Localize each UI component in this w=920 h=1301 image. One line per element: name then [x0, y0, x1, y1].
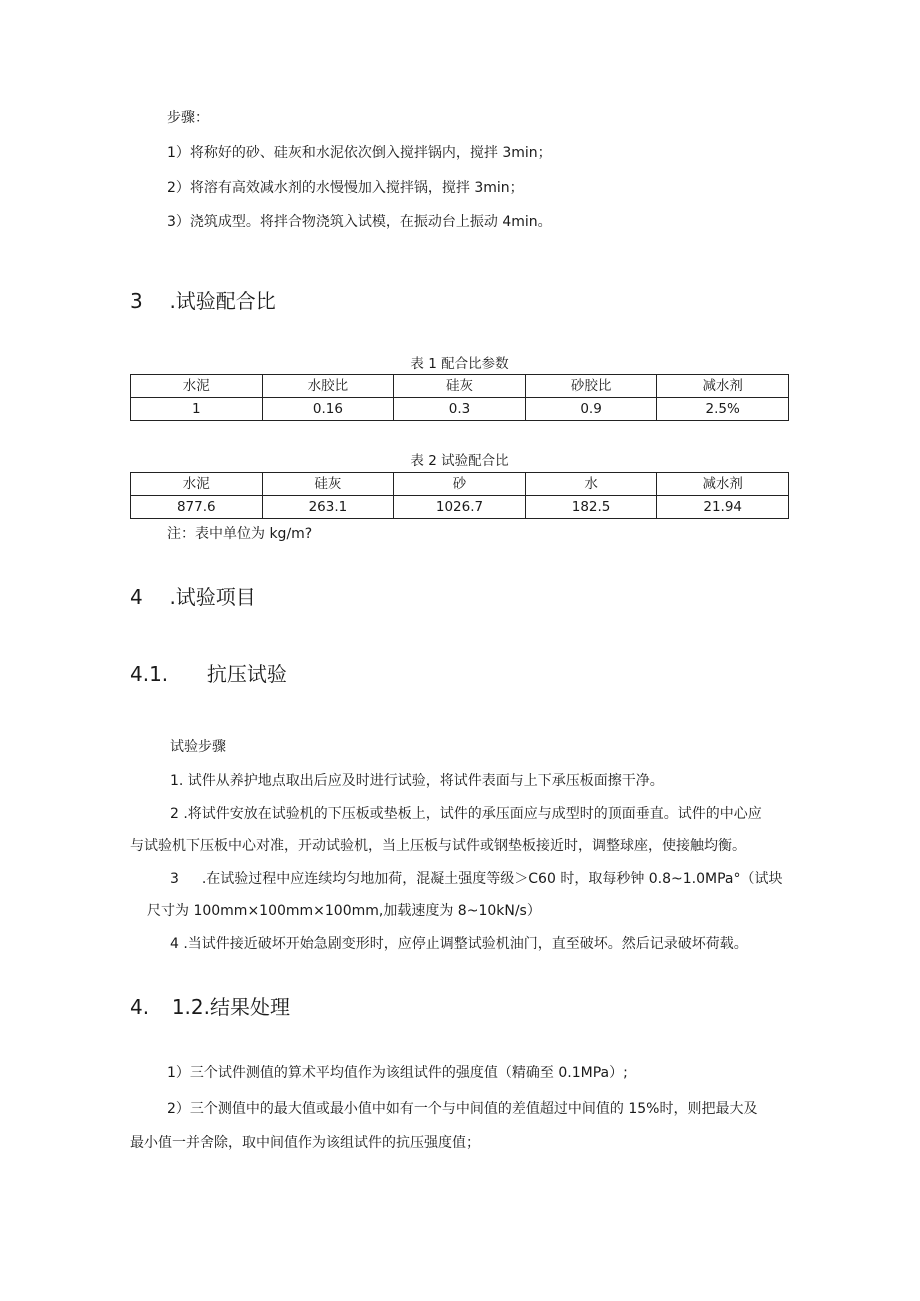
- table-header-cell: 减水剂: [657, 375, 789, 398]
- mix-parameters-table: [130, 374, 789, 421]
- section-4-1-heading: [130, 660, 287, 688]
- result-item-2-line-2: 最小值一并舍除，取中间值作为该组试件的抗压强度值；: [130, 1135, 480, 1151]
- table-cell: 263.1: [262, 496, 394, 519]
- result-item-2-line-1: 2）三个测值中的最大值或最小值中如有一个与中间值的差值超过中间值的 15%时，则把最大及: [167, 1101, 758, 1117]
- test-step-4: 4 .当试件接近破坏开始急剧变形时，应停止调整试验机油门，直至破坏。然后记录破坏荷载。: [170, 936, 748, 952]
- mix-proportion-table: [130, 472, 789, 519]
- test-step-3-line-2: 尺寸为 100mm×100mm×100mm,加载速度为 8~10kN∕s）: [147, 903, 541, 919]
- table-cell: 182.5: [525, 496, 657, 519]
- table-header-cell: 硅灰: [262, 473, 394, 496]
- step-item-2: 2）将溶有高效减水剂的水慢慢加入搅拌锅，搅拌 3min；: [167, 180, 524, 196]
- test-step-2-line-1: 2 .将试件安放在试验机的下压板或垫板上，试件的承压面应与成型时的顶面垂直。试件的中心应: [170, 806, 762, 822]
- table-cell: 21.94: [657, 496, 789, 519]
- test-step-1: 1. 试件从养护地点取出后应及时进行试验，将试件表面与上下承压板面擦干净。: [170, 773, 664, 789]
- steps-label: 步骤：: [167, 110, 209, 126]
- table-cell: 0.3: [394, 398, 526, 421]
- table-cell: 1: [131, 398, 263, 421]
- section-number: 4.1.: [130, 662, 169, 686]
- section-4-heading: [130, 583, 256, 611]
- section-number: 3: [130, 289, 143, 313]
- step-number: 3: [170, 871, 179, 887]
- table-row: [131, 398, 789, 421]
- section-title: 抗压试验: [206, 662, 287, 686]
- table-header-row: [131, 473, 789, 496]
- table-header-cell: 水泥: [131, 375, 263, 398]
- table-header-cell: 水胶比: [262, 375, 394, 398]
- table-row: [131, 496, 789, 519]
- section-title: .试验项目: [169, 585, 256, 609]
- step-text: .在试验过程中应连续均匀地加荷，混凝土强度等级＞C60 时，取每秒钟 0.8~1.0MPa°（试块: [201, 871, 783, 887]
- table-cell: 0.16: [262, 398, 394, 421]
- result-item-1: 1）三个试件测值的算术平均值作为该组试件的强度值（精确至 0.1MPa）;: [167, 1065, 628, 1081]
- table-header-cell: 硅灰: [394, 375, 526, 398]
- test-step-3-line-1: [170, 869, 783, 889]
- table2-caption: 表 2 试验配合比: [410, 453, 509, 469]
- step-item-3: 3）浇筑成型。将拌合物浇筑入试模，在振动台上振动 4min。: [167, 214, 552, 230]
- table-cell: 2.5%: [657, 398, 789, 421]
- table-header-cell: 砂胶比: [525, 375, 657, 398]
- section-title: 1.2.结果处理: [171, 995, 290, 1019]
- test-step-2-line-2: 与试验机下压板中心对准，开动试验机，当上压板与试件或钢垫板接近时，调整球座，使接触均衡。: [130, 838, 746, 854]
- test-steps-label: 试验步骤: [170, 739, 226, 755]
- section-title: .试验配合比: [169, 289, 276, 313]
- table-cell: 877.6: [131, 496, 263, 519]
- step-item-1: 1）将称好的砂、硅灰和水泥依次倒入搅拌锅内，搅拌 3min；: [167, 145, 552, 161]
- table-header-cell: 减水剂: [657, 473, 789, 496]
- section-4-1-2-heading: [130, 993, 290, 1021]
- table-header-cell: 水泥: [131, 473, 263, 496]
- table-header-row: [131, 375, 789, 398]
- table1-caption: 表 1 配合比参数: [410, 356, 509, 372]
- table-cell: 0.9: [525, 398, 657, 421]
- table-header-cell: 水: [525, 473, 657, 496]
- section-number: 4.: [130, 995, 150, 1019]
- table-note: 注：表中单位为 kg∕m?: [167, 526, 313, 542]
- table-cell: 1026.7: [394, 496, 526, 519]
- section-3-heading: [130, 287, 276, 315]
- section-number: 4: [130, 585, 143, 609]
- table-header-cell: 砂: [394, 473, 526, 496]
